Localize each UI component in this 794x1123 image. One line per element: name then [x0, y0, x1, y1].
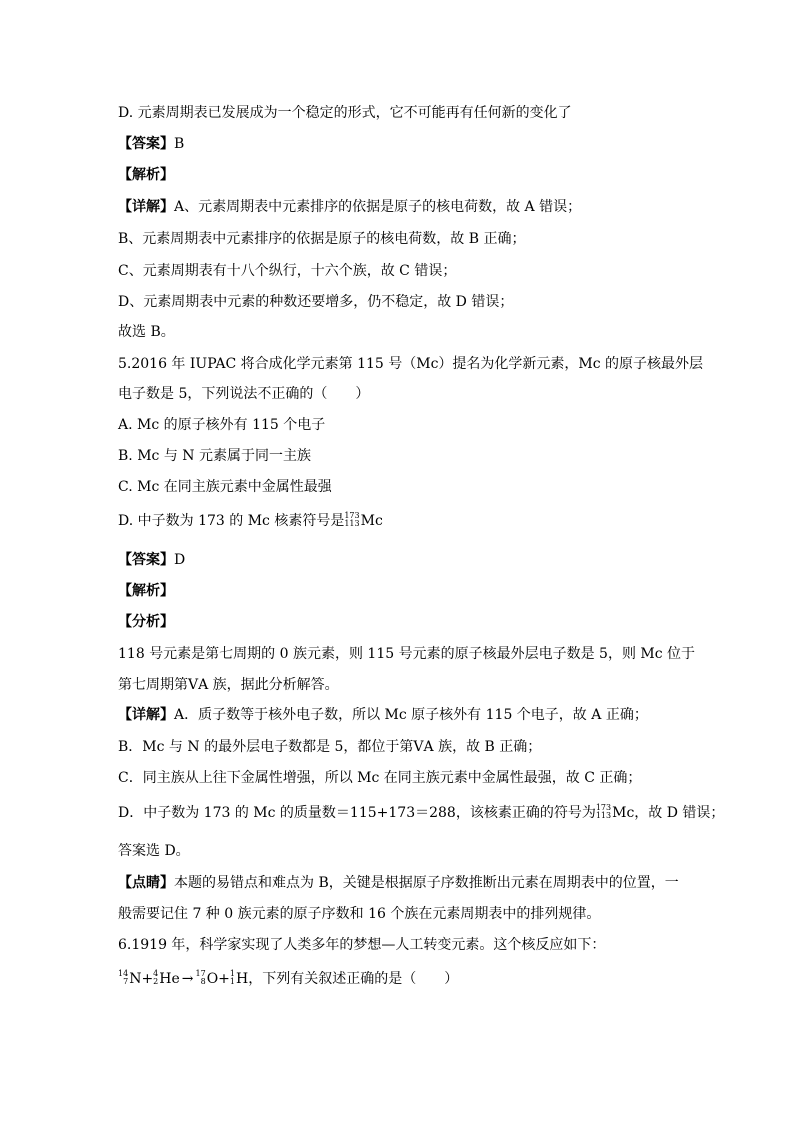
answer-value: D	[174, 552, 186, 568]
detail-tag: 【详解】	[118, 199, 174, 215]
answer-value: B	[174, 136, 185, 152]
answer-line	[118, 135, 184, 153]
text-line: C．同主族从上往下金属性增强，所以 Mc 在同主族元素中金属性最强，故 C 正确；	[118, 770, 642, 786]
reaction-arrow: →	[181, 971, 194, 987]
nuclide-h: 1 1 H	[229, 969, 249, 987]
option-b: B. Mc 与 N 元素属于同一主族	[118, 448, 311, 464]
plus-sign: +	[141, 971, 154, 987]
note-line	[118, 874, 679, 892]
detail-text: A、元素周期表中元素排序的依据是原子的核电荷数，故 A 错误；	[174, 199, 582, 215]
text-line: 答案选 D。	[118, 843, 190, 859]
detail-line	[118, 198, 581, 216]
text-line: 故选 B。	[118, 324, 175, 340]
detail-line	[118, 706, 648, 724]
nuclide-mc-symbol: 173 113 Mc	[344, 511, 383, 529]
answer-tag: 【答案】	[118, 552, 174, 568]
nuclide-o: 17 8 O	[195, 969, 219, 987]
text-line: D、元素周期表中元素的种数还要增多，仍不稳定，故 D 错误；	[118, 294, 514, 310]
answer-tag: 【答案】	[118, 136, 174, 152]
analysis-subheading: 【分析】	[118, 614, 174, 630]
text-line: 118 号元素是第七周期的 0 族元素，则 115 号元素的原子核最外层电子数是 5，则 Mc 位于	[118, 646, 696, 662]
option-c: C. Mc 在同主族元素中金属性最强	[118, 479, 332, 495]
question-6-tail: ，下列有关叙述正确的是（ ）	[248, 971, 459, 987]
text-part: ，故 D 错误；	[634, 805, 725, 821]
option-a: A. Mc 的原子核外有 115 个电子	[118, 417, 326, 433]
question-5-stem-cont: 电子数是 5，下列说法不正确的（ ）	[118, 386, 370, 402]
plus-sign: +	[218, 971, 230, 987]
nuclide-n: 14 7 N	[118, 969, 142, 987]
text-line: 第七周期第ⅤA 族，据此分析解答。	[118, 677, 339, 693]
option-d	[118, 512, 383, 530]
question-6-stem: 6.1919 年，科学家实现了人类多年的梦想—人工转变元素。这个核反应如下：	[118, 937, 606, 953]
text-line	[118, 804, 724, 822]
text-line: B、元素周期表中元素排序的依据是原子的核电荷数，故 B 正确；	[118, 231, 526, 247]
option-d-text: D. 中子数为 173 的 Mc 核素符号是	[118, 513, 345, 529]
note-text: 本题的易错点和难点为 B，关键是根据原子序数推断出元素在周期表中的位置，一	[174, 875, 679, 891]
text-line: 般需要记住 7 种 0 族元素的原子序数和 16 个族在元素周期表中的排列规律。	[118, 906, 601, 922]
question-5-stem: 5.2016 年 IUPAC 将合成化学元素第 115 号（Mc）提名为化学新元素，Mc 的原子核最外层	[118, 356, 704, 372]
analysis-heading: 【解析】	[118, 583, 174, 599]
nuclear-equation-line	[118, 970, 458, 988]
nuclide-he: 4 2 He	[153, 969, 180, 987]
text-part: D．中子数为 173 的 Mc 的质量数＝115+173＝288，该核素正确的符号为	[118, 805, 596, 821]
text-line: D. 元素周期表已发展成为一个稳定的形式，它不可能再有任何新的变化了	[118, 105, 572, 121]
detail-text: A．质子数等于核外电子数，所以 Mc 原子核外有 115 个电子，故 A 正确；	[174, 707, 648, 723]
detail-tag: 【详解】	[118, 707, 174, 723]
text-line: B．Mc 与 N 的最外层电子数都是 5，都位于第ⅤA 族，故 B 正确；	[118, 739, 542, 755]
nuclide-mc-symbol: 173 113 Mc	[595, 803, 635, 821]
analysis-heading: 【解析】	[118, 167, 174, 183]
answer-line	[118, 551, 185, 569]
text-line: C、元素周期表有十八个纵行，十六个族，故 C 错误；	[118, 263, 457, 279]
note-tag: 【点睛】	[118, 875, 174, 891]
